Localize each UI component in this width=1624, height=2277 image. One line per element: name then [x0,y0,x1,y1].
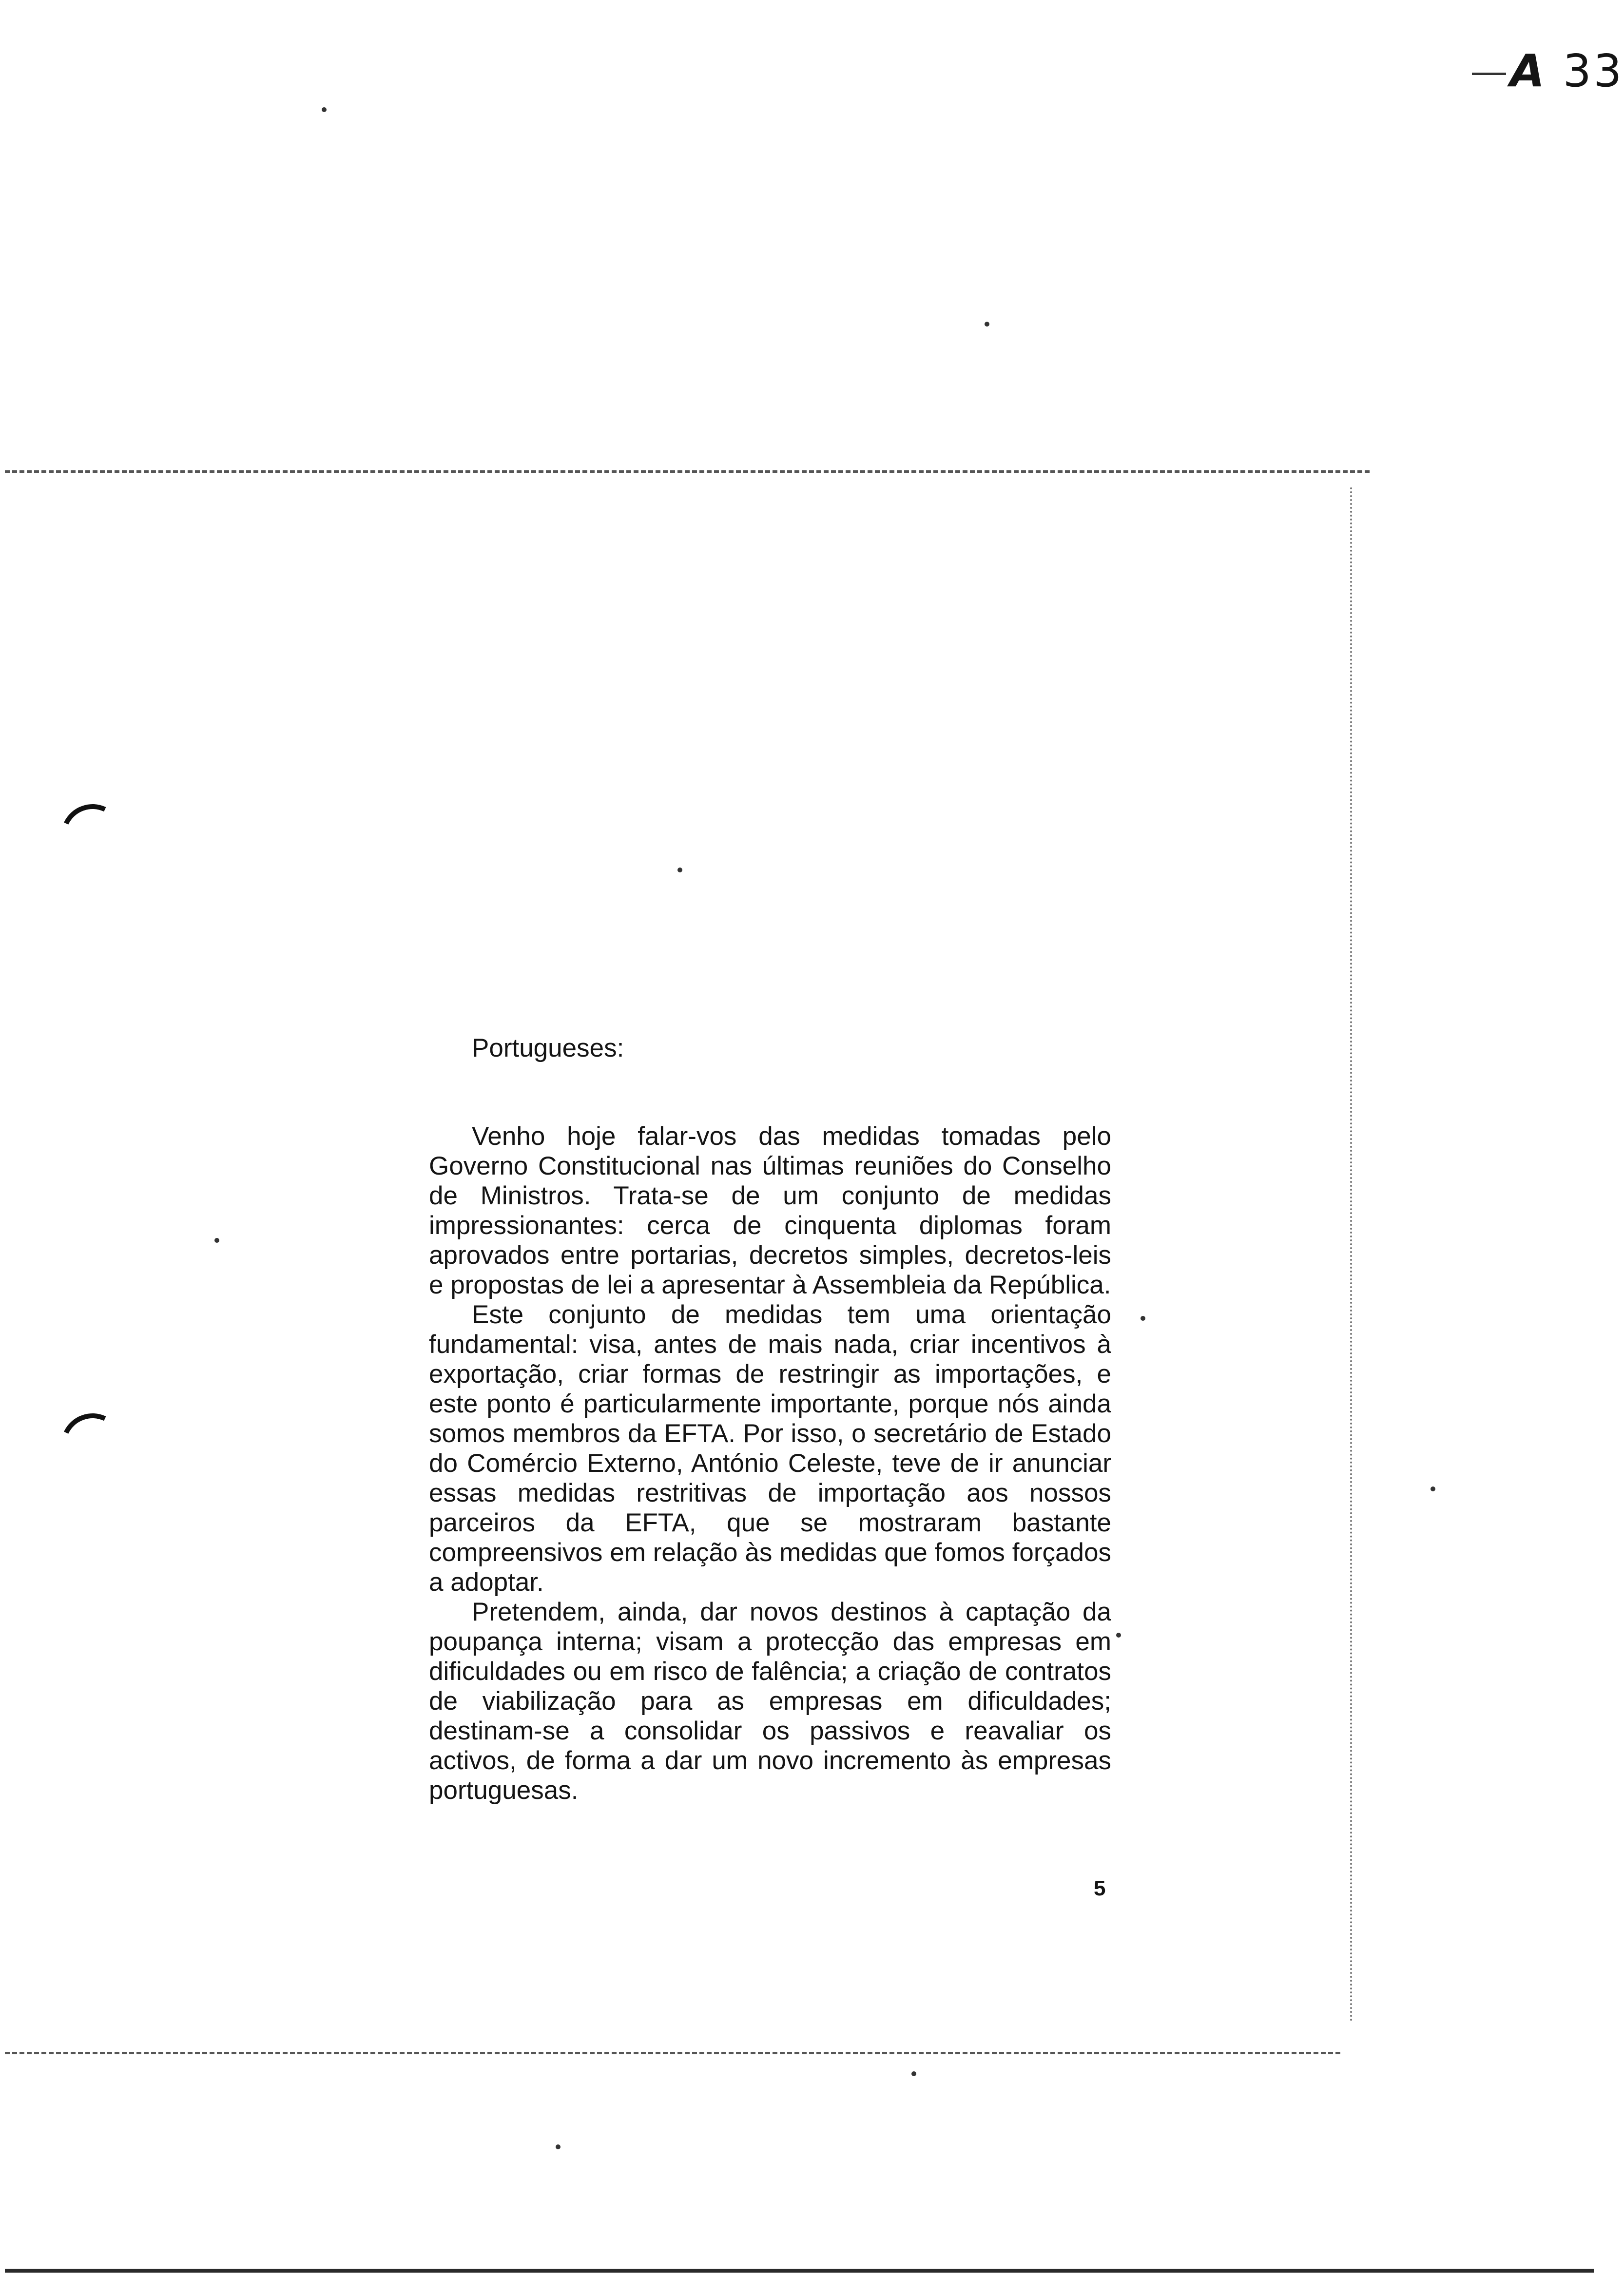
binder-hole-lower [52,1405,134,1486]
scan-speck [556,2144,561,2149]
scan-speck [1116,1633,1121,1638]
binder-hole-upper [52,795,134,877]
salutation: Portugueses: [472,1034,624,1062]
page-base-line [5,2269,1594,2273]
scan-speck [1141,1316,1145,1321]
page-number: 5 [1094,1876,1106,1900]
scan-speck [985,322,989,327]
stamp-dash [1472,73,1506,75]
bottom-cut-line [5,2052,1340,2054]
stamp-letter: A [1510,45,1547,97]
scan-speck [1431,1486,1435,1491]
scan-speck [322,107,327,112]
article-body [429,1033,1111,1805]
top-cut-line [5,470,1370,473]
archive-stamp [1472,45,1624,97]
right-margin-line [1350,487,1352,2023]
scan-speck [214,1238,219,1243]
scan-speck [677,868,682,872]
scan-speck [911,2071,916,2076]
paragraph-1: Venho hoje falar-vos das medidas tomadas pelo Governo Constitucional nas últimas reuniões do Conselho de Ministros. Trata-se de um conjunto de medidas impressionantes: cerca de cinquenta diplomas foram aprovados entre portarias, decretos simples, decretos-leis e propostas de lei a apresentar à Assembleia da República. [429,1122,1111,1299]
paragraph-2: Este conjunto de medidas tem uma orientação fundamental: visa, antes de mais nada, criar incentivos à exportação, criar formas de restringir as importações, e este ponto é particularmente importante, porque nós ainda somos membros da EFTA. Por isso, o secretário de Estado do Comércio Externo, António Celeste, teve de ir anunciar essas medidas restritivas de importação aos nossos parceiros da EFTA, que se mostraram bastante compreensivos em relação às medidas que fomos forçados a adoptar. [429,1300,1111,1597]
stamp-number: 33 [1563,45,1624,97]
paragraph-3: Pretendem, ainda, dar novos destinos à captação da poupança interna; visam a protecção das empresas em dificuldades ou em risco de falência; a criação de contratos de viabilização para as empresas em dificuldades; destinam-se a consolidar os passivos e reavaliar os activos, de forma a dar um novo incremento às empresas portuguesas. [429,1598,1111,1805]
